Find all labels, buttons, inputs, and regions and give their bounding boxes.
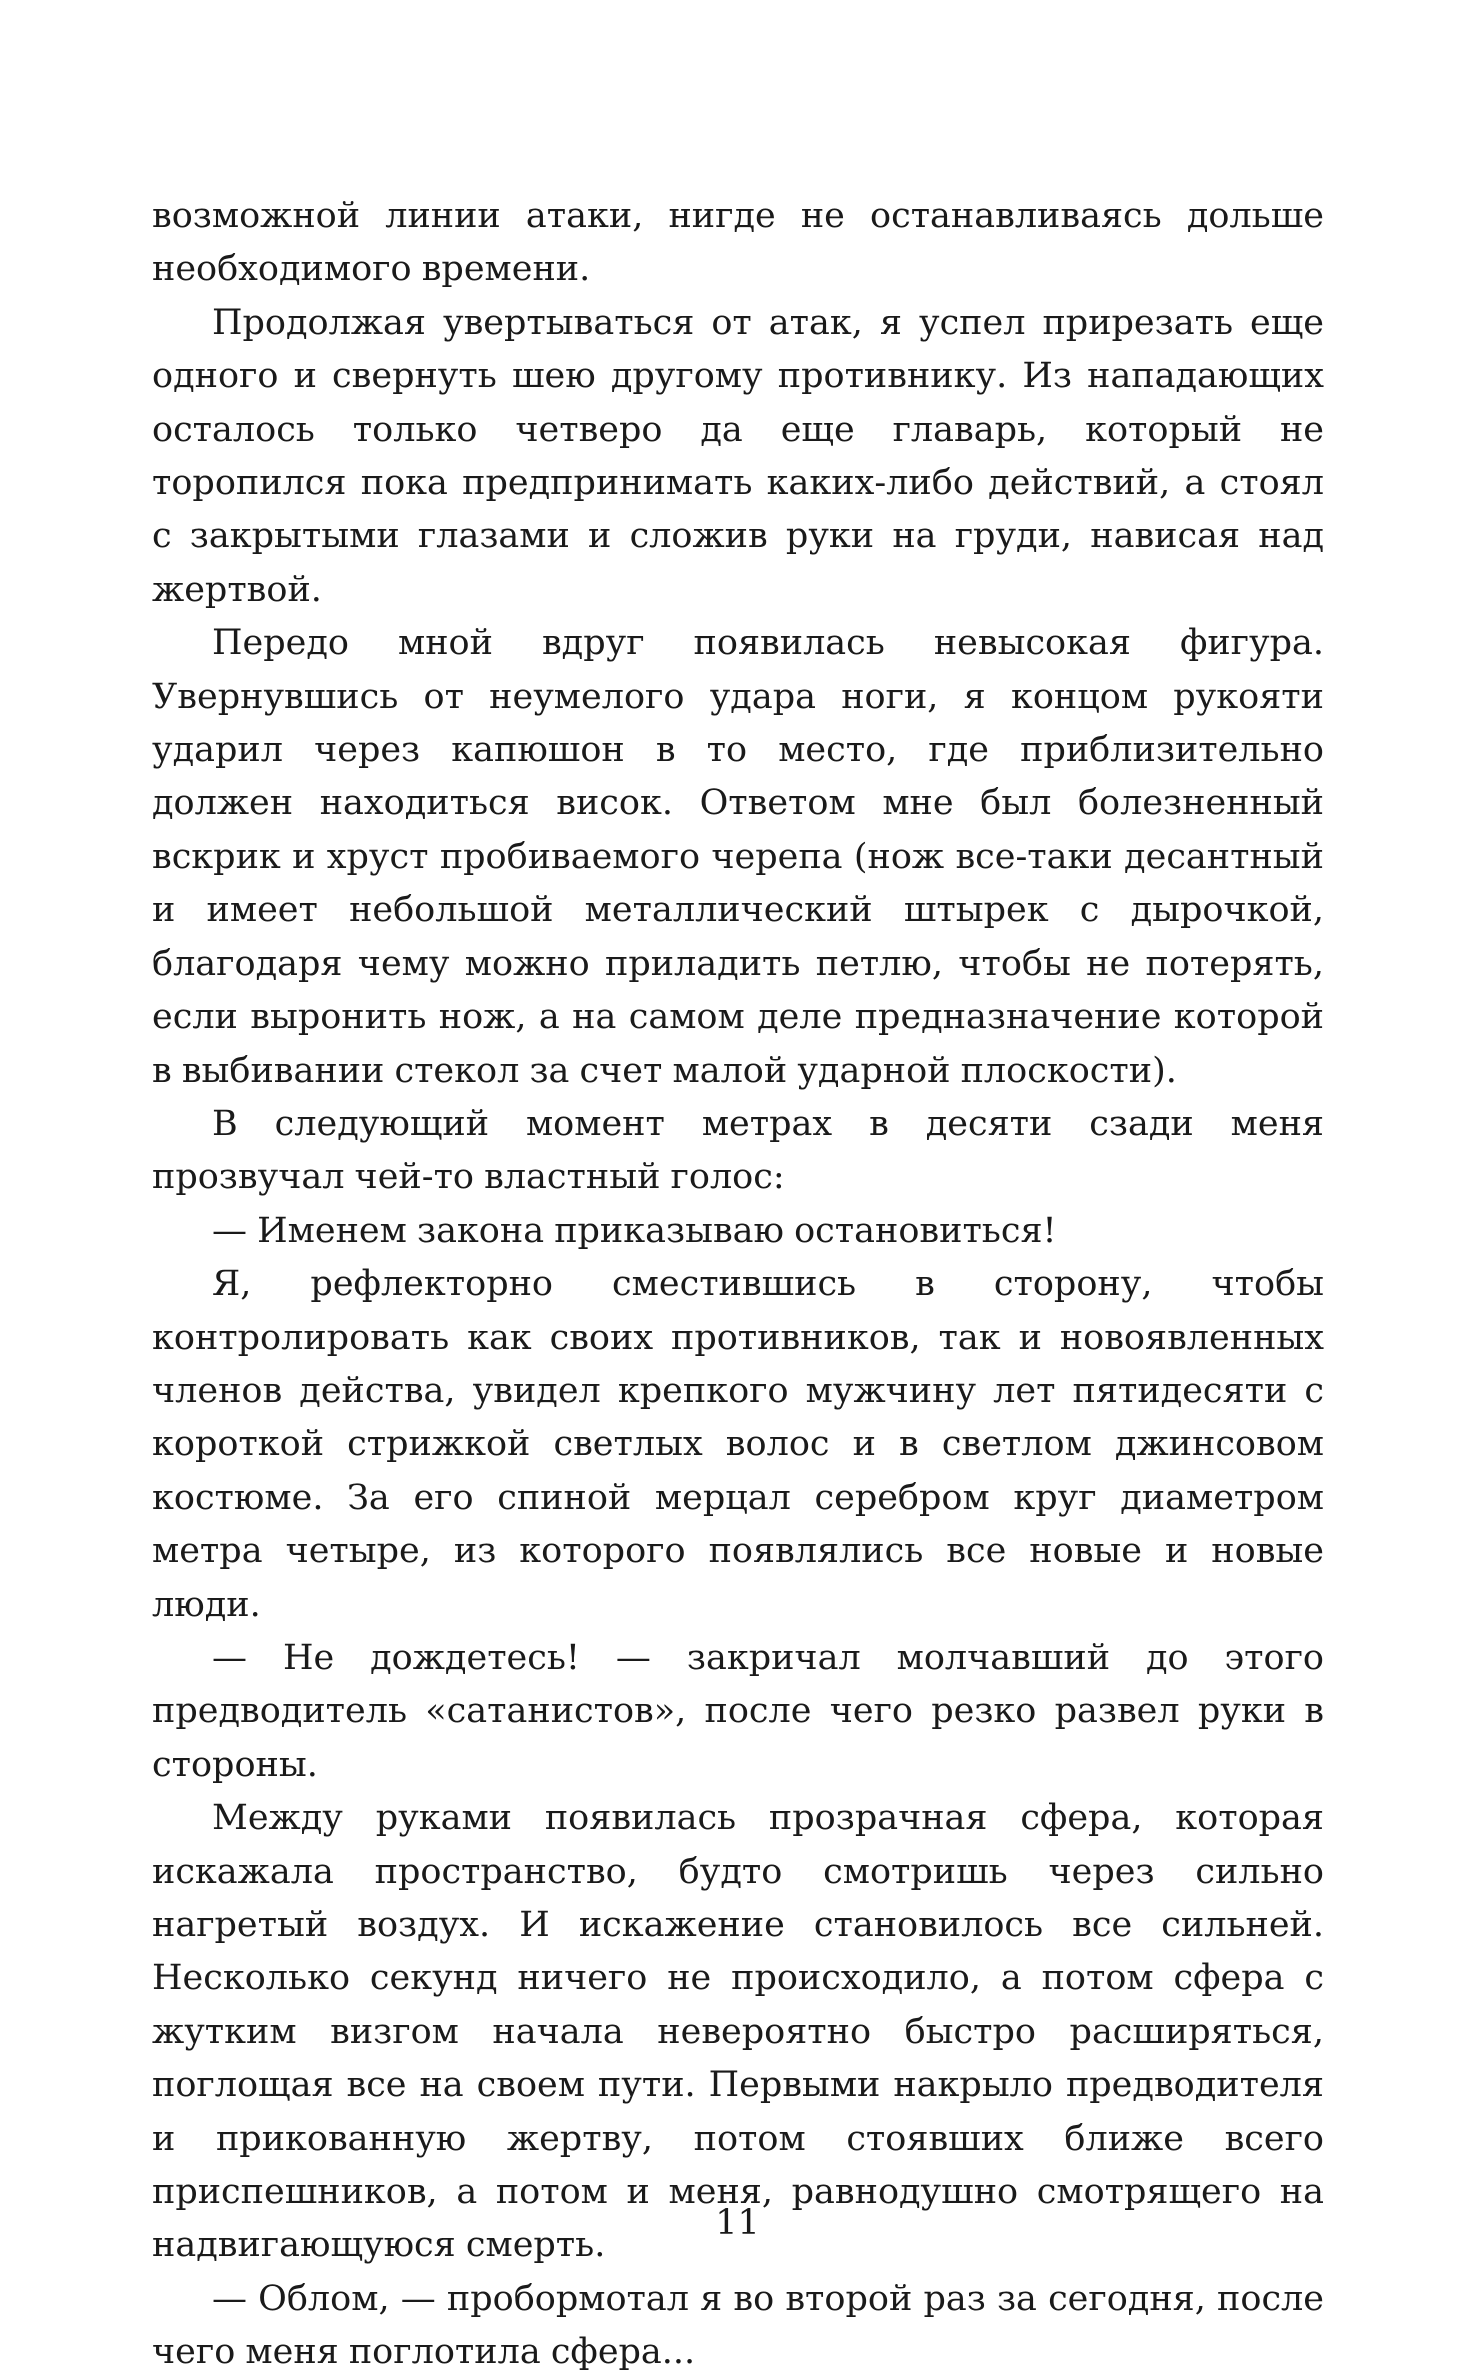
paragraph-dialogue: — Именем закона приказываю остановиться! <box>212 1210 1057 1251</box>
paragraph: В следующий момент метрах в десяти сзади меня прозвучал чей-то властный голос: <box>152 1103 1324 1198</box>
paragraph: Я, рефлекторно сместившись в сторону, чтобы контролировать как своих противников, так и новоявленных членов действа, увидел крепкого мужчину лет пятидесяти с короткой стрижкой светлых волос и в светлом джинсовом костюме. За его спиной мерцал серебром круг диаметром метра четыре, из которого появлялись все новые и новые люди. <box>152 1264 1324 1625</box>
paragraph: Передо мной вдруг появилась невысокая фигура. Увернувшись от неумелого удара ноги, я концом рукояти ударил через капюшон в то место, где приблизительно должен находиться висок. Ответом мне был болезненный вскрик и хруст пробиваемого черепа (нож все-таки десантный и имеет небольшой металлический штырек с дырочкой, благодаря чему можно приладить петлю, чтобы не потерять, если выронить нож, а на самом деле предназначение которой в выбивании стекол за счет малой ударной плоскости). <box>152 623 1324 1091</box>
paragraph: Продолжая увертываться от атак, я успел прирезать еще одного и свернуть шею другому противнику. Из нападающих осталось только четверо да еще главарь, который не торопился пока предпринимать каких-либо действий, а стоял с закрытыми глазами и сложив руки на груди, нависая над жертвой. <box>152 302 1324 610</box>
paragraph: Между руками появилась прозрачная сфера, которая искажала пространство, будто смотришь через сильно нагретый воздух. И искажение становилось все сильней. Несколько секунд ничего не происходило, а потом сфера с жутким визгом начала невероятно быстро расширяться, поглощая все на своем пути. Первыми накрыло предводителя и прикованную жертву, потом стоявших ближе всего приспешников, а потом и меня, равнодушно смотрящего на надвигающуюся смерть. <box>152 1798 1324 2266</box>
paragraph: возможной линии атаки, нигде не останавливаясь дольше необходимого времени. <box>152 196 1324 290</box>
text-block <box>152 190 1324 2380</box>
paragraph-dialogue: — Облом, — пробормотал я во второй раз за сегодня, после чего меня поглотила сфера... <box>152 2278 1324 2373</box>
paragraph-dialogue: — Не дождетесь! — закричал молчавший до этого предводитель «сатанистов», после чего резко развел руки в стороны. <box>152 1637 1324 1785</box>
page-number: 11 <box>715 2203 760 2243</box>
